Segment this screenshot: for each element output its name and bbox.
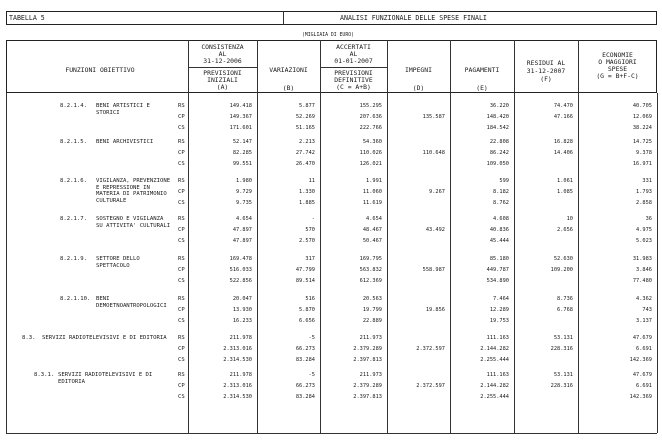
row-type: CS	[178, 125, 185, 131]
cell-g: 14.725	[632, 139, 652, 145]
cell-g: 38.224	[632, 125, 652, 131]
cell-e: 22.808	[489, 139, 509, 145]
cell-b: 89.514	[295, 278, 315, 284]
cell-g: 47.679	[632, 372, 652, 378]
cell-g: 16.971	[632, 161, 652, 167]
cell-b: 2.570	[299, 238, 315, 244]
section-label: CULTURALE	[96, 197, 127, 204]
cell-g: 3.846	[636, 267, 652, 273]
cell-e: 4.608	[493, 216, 509, 222]
row-type: CS	[178, 161, 185, 167]
section-code: 8.2.1.4.	[60, 103, 87, 109]
cell-b: 317	[305, 256, 315, 262]
cell-e: 19.753	[489, 318, 509, 324]
table-label: TABELLA 5	[9, 14, 45, 22]
header-accertati: AL	[349, 50, 358, 58]
cell-c: 22.889	[362, 318, 382, 324]
cell-a: 47.897	[232, 238, 252, 244]
cell-g: 142.369	[629, 357, 652, 363]
cell-f: 14.406	[553, 150, 573, 156]
cell-a: 52.147	[232, 139, 252, 145]
cell-f: 74.470	[553, 103, 573, 109]
unit-label: (MIGLIAIA DI EURO)	[302, 33, 354, 38]
cell-e: 599	[499, 178, 509, 184]
cell-c: 110.026	[359, 150, 382, 156]
cell-d: 558.987	[422, 267, 445, 273]
cell-b: 66.273	[295, 346, 315, 352]
cell-e: 7.464	[493, 296, 509, 302]
cell-e: 2.144.282	[480, 346, 509, 352]
section-label: SETTORE DELLO	[96, 256, 140, 262]
cell-g: 4.975	[636, 227, 652, 233]
cell-e: 109.050	[486, 161, 509, 167]
cell-a: 2.314.530	[223, 394, 252, 400]
cell-a: 9.735	[236, 200, 252, 206]
cell-c: 2.379.289	[353, 383, 382, 389]
header-funzioni: FUNZIONI OBIETTIVO	[65, 66, 135, 74]
row-type: RS	[178, 256, 185, 262]
row-type: CP	[178, 307, 185, 313]
cell-f: 53.131	[553, 335, 573, 341]
cell-c: 11.619	[362, 200, 382, 206]
cell-e: 12.289	[489, 307, 509, 313]
cell-g: 9.378	[636, 150, 652, 156]
header-economie: SPESE	[607, 65, 628, 73]
section-label: BENI	[96, 296, 110, 302]
cell-f: 1.061	[557, 178, 573, 184]
section-code: 8.3.	[22, 335, 36, 341]
cell-c: 54.360	[362, 139, 382, 145]
row-type: RS	[178, 296, 185, 302]
cell-e: 2.255.444	[480, 357, 509, 363]
cell-a: 149.418	[229, 103, 252, 109]
row-type: CP	[178, 267, 185, 273]
cell-g: 2.858	[636, 200, 652, 206]
cell-f: 228.316	[550, 383, 573, 389]
cell-a: 2.313.016	[223, 383, 252, 389]
section-label: SU ATTIVITA' CULTURALI	[96, 222, 171, 229]
cell-c: 2.397.813	[353, 357, 382, 363]
header-pagamenti: PAGAMENTI	[464, 66, 500, 74]
cell-c: 20.563	[362, 296, 382, 302]
cell-e: 85.180	[489, 256, 509, 262]
cell-d: 2.372.597	[416, 383, 445, 389]
section-code: 8.2.1.5.	[60, 139, 87, 145]
cell-b: -	[311, 216, 315, 222]
cell-a: 211.978	[229, 335, 252, 341]
section-label: E REPRESSIONE IN	[96, 184, 150, 191]
section-label: SOSTEGNO E VIGILANZA	[96, 216, 164, 222]
header-pagamenti: (E)	[476, 84, 488, 92]
cell-f: 47.166	[553, 114, 573, 120]
header-economie: O MAGGIORI	[598, 58, 637, 66]
cell-g: 4.362	[636, 296, 652, 302]
cell-a: 16.233	[232, 318, 252, 324]
header-previsioni-iniziali: (A)	[216, 83, 229, 91]
cell-c: 612.369	[359, 278, 382, 284]
cell-d: 135.587	[422, 114, 445, 120]
cell-f: 2.656	[557, 227, 573, 233]
header-accertati: 01-01-2007	[334, 57, 373, 65]
cell-c: 11.060	[362, 189, 382, 195]
cell-c: 2.397.813	[353, 394, 382, 400]
section-code: 8.2.1.6.	[60, 178, 87, 184]
cell-e: 8.182	[493, 189, 509, 195]
cell-f: 109.200	[550, 267, 573, 273]
header-residui: RESIDUI AL	[526, 59, 566, 67]
cell-b: 516	[305, 296, 315, 302]
cell-b: 47.799	[295, 267, 315, 273]
cell-a: 2.313.016	[223, 346, 252, 352]
row-type: CP	[178, 150, 185, 156]
cell-g: 31.983	[632, 256, 652, 262]
header-previsioni-iniziali: PREVISIONI	[203, 69, 242, 77]
row-type: CP	[178, 383, 185, 389]
cell-f: 1.085	[557, 189, 573, 195]
cell-c: 126.021	[359, 161, 382, 167]
cell-b: 1.885	[299, 200, 315, 206]
cell-c: 4.654	[366, 216, 382, 222]
cell-a: 4.654	[236, 216, 252, 222]
row-type: CP	[178, 189, 185, 195]
cell-c: 2.379.289	[353, 346, 382, 352]
section-label: BENI ARCHIVISTICI	[96, 139, 154, 145]
header-consistenza: 31-12-2006	[203, 57, 242, 65]
header-impegni: IMPEGNI	[405, 66, 432, 74]
cell-d: 19.856	[425, 307, 445, 313]
row-type: CS	[178, 318, 185, 324]
cell-b: 1.330	[299, 189, 315, 195]
cell-e: 86.242	[489, 150, 509, 156]
cell-d: 43.492	[425, 227, 445, 233]
cell-c: 211.973	[359, 372, 382, 378]
cell-c: 222.766	[359, 125, 382, 131]
header-economie: ECONOMIE	[602, 51, 633, 59]
row-type: CS	[178, 278, 185, 284]
cell-a: 169.478	[229, 256, 252, 262]
cell-e: 534.890	[486, 278, 509, 284]
cell-a: 211.978	[229, 372, 252, 378]
header-consistenza: CONSISTENZA	[201, 43, 244, 51]
title-bar	[6, 11, 657, 25]
cell-g: 3.137	[636, 318, 652, 324]
cell-c: 211.973	[359, 335, 382, 341]
cell-b: 5.877	[299, 103, 315, 109]
section-label: DEMOETNOANTROPOLOGICI	[96, 302, 167, 309]
cell-e: 36.220	[489, 103, 509, 109]
cell-c: 48.467	[362, 227, 382, 233]
section-label: SPETTACOLO	[96, 262, 130, 269]
row-type: CP	[178, 346, 185, 352]
cell-e: 449.787	[486, 267, 509, 273]
cell-f: 53.131	[553, 372, 573, 378]
cell-e: 8.762	[493, 200, 509, 206]
section-label: BENI ARTISTICI E	[96, 103, 150, 109]
cell-g: 331	[642, 178, 652, 184]
cell-b: 570	[305, 227, 315, 233]
cell-f: 8.736	[557, 296, 573, 302]
section-label: STORICI	[96, 109, 120, 116]
cell-c: 207.636	[359, 114, 382, 120]
cell-e: 45.444	[489, 238, 509, 244]
cell-a: 1.980	[236, 178, 252, 184]
cell-a: 9.729	[236, 189, 252, 195]
cell-g: 40.705	[632, 103, 652, 109]
cell-g: 6.691	[636, 383, 652, 389]
cell-g: 12.069	[632, 114, 652, 120]
row-type: RS	[178, 139, 185, 145]
row-type: RS	[178, 103, 185, 109]
row-type: RS	[178, 216, 185, 222]
cell-c: 155.295	[359, 103, 382, 109]
cell-b: 83.284	[295, 357, 315, 363]
section-code: 8.3.1.	[34, 372, 55, 378]
cell-b: 26.470	[295, 161, 315, 167]
cell-c: 563.832	[359, 267, 382, 273]
table-title: ANALISI FUNZIONALE DELLE SPESE FINALI	[340, 14, 487, 22]
section-label: VIGILANZA, PREVENZIONE	[96, 178, 171, 184]
cell-g: 6.691	[636, 346, 652, 352]
cell-g: 77.480	[632, 278, 652, 284]
cell-a: 171.601	[229, 125, 252, 131]
cell-a: 522.856	[229, 278, 252, 284]
cell-d: 2.372.597	[416, 346, 445, 352]
cell-a: 2.314.530	[223, 357, 252, 363]
header-variazioni: VARIAZIONI	[269, 66, 308, 74]
section-code: 8.2.1.7.	[60, 216, 87, 222]
cell-b: 52.269	[295, 114, 315, 120]
section-code: 8.2.1.10.	[60, 296, 91, 302]
cell-f: 52.630	[553, 256, 573, 262]
header-variazioni: (B)	[282, 84, 295, 92]
section-label: MATERIA DI PATRIMONIO	[96, 191, 167, 197]
cell-a: 47.897	[232, 227, 252, 233]
cell-f: 228.316	[550, 346, 573, 352]
cell-g: 1.793	[636, 189, 652, 195]
row-type: CS	[178, 200, 185, 206]
cell-f: 16.828	[553, 139, 573, 145]
header-previsioni-definitive: DEFINITIVE	[334, 76, 373, 84]
row-type: CS	[178, 357, 185, 363]
cell-b: -5	[308, 372, 315, 378]
cell-e: 111.163	[486, 372, 509, 378]
section-label: SERVIZI RADIOTELEVISIVI E DI	[58, 372, 153, 378]
row-type: CS	[178, 238, 185, 244]
cell-a: 149.367	[229, 114, 252, 120]
cell-b: 51.165	[295, 125, 315, 131]
header-accertati: ACCERTATI	[336, 43, 371, 51]
cell-g: 5.023	[636, 238, 652, 244]
cell-a: 99.551	[232, 161, 252, 167]
header-consistenza: AL	[218, 50, 227, 58]
cell-b: 66.273	[295, 383, 315, 389]
section-label: EDITORIA	[58, 378, 85, 385]
cell-e: 111.163	[486, 335, 509, 341]
row-type: RS	[178, 335, 185, 341]
cell-g: 47.679	[632, 335, 652, 341]
cell-d: 9.267	[429, 189, 445, 195]
cell-b: -5	[308, 335, 315, 341]
cell-b: 83.284	[295, 394, 315, 400]
cell-c: 169.795	[359, 256, 382, 262]
row-type: CP	[178, 227, 185, 233]
cell-f: 6.768	[557, 307, 573, 313]
cell-b: 6.656	[299, 318, 315, 324]
cell-e: 2.255.444	[480, 394, 509, 400]
cell-a: 82.285	[232, 150, 252, 156]
cell-c: 19.799	[362, 307, 382, 313]
header-previsioni-definitive: (C = A+B)	[336, 83, 371, 91]
cell-e: 40.836	[489, 227, 509, 233]
row-type: CP	[178, 114, 185, 120]
cell-g: 142.369	[629, 394, 652, 400]
cell-e: 2.144.282	[480, 383, 509, 389]
cell-a: 20.047	[232, 296, 252, 302]
section-label: SERVIZI RADIOTELEVISIVI E DI EDITORIA	[42, 335, 167, 341]
header-economie: (G = B+F-C)	[596, 72, 639, 80]
row-type: RS	[178, 178, 185, 184]
cell-g: 743	[642, 307, 652, 313]
cell-b: 5.870	[299, 307, 315, 313]
header-residui: (F)	[540, 75, 552, 83]
section-code: 8.2.1.9.	[60, 256, 87, 262]
cell-b: 27.742	[295, 150, 315, 156]
cell-c: 1.991	[366, 178, 382, 184]
cell-e: 184.542	[486, 125, 509, 131]
row-type: CS	[178, 394, 185, 400]
cell-b: 11	[308, 178, 315, 184]
header-residui: 31-12-2007	[526, 67, 566, 75]
header-previsioni-definitive: PREVISIONI	[334, 69, 373, 77]
cell-f: 10	[566, 216, 573, 222]
cell-b: 2.213	[299, 139, 315, 145]
header-previsioni-iniziali: INIZIALI	[207, 76, 238, 84]
header-impegni: (D)	[412, 84, 425, 92]
cell-a: 13.930	[232, 307, 252, 313]
cell-a: 516.033	[229, 267, 252, 273]
cell-c: 50.467	[362, 238, 382, 244]
cell-g: 36	[645, 216, 652, 222]
cell-d: 110.648	[422, 150, 445, 156]
row-type: RS	[178, 372, 185, 378]
cell-e: 148.420	[486, 114, 509, 120]
